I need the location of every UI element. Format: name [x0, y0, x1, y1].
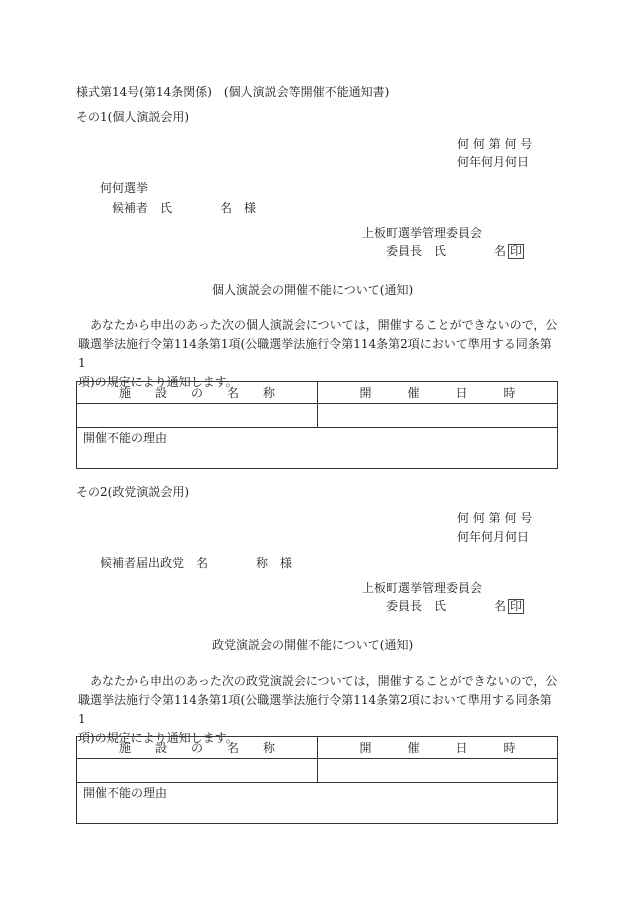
section-1-header-datetime: 開 催 日 時 — [318, 382, 558, 404]
section-1-datetime-cell — [318, 404, 558, 428]
section-2-date: 何年何月何日 — [457, 530, 530, 544]
section-2-heading: 政党演説会の開催不能について(通知) — [212, 638, 414, 652]
section-1-date: 何年何月何日 — [457, 155, 530, 169]
section-1-subtitle: その1(個人演説会用) — [76, 110, 189, 124]
section-2-addressee-party: 候補者届出政党 名 称 様 — [100, 556, 293, 570]
section-2-seal: 印 — [510, 599, 523, 613]
section-1-addressee-candidate: 候補者 氏 名 様 — [112, 201, 257, 215]
section-2-datetime-cell — [318, 759, 558, 783]
section-1-sender-org: 上板町選挙管理委員会 — [362, 226, 483, 240]
section-1-body-line-1: あなたから申出のあった次の個人演説会については，開催することができないので，公 — [90, 318, 558, 332]
section-2-facility-cell — [77, 759, 318, 783]
section-1-sender-name: 委員長 氏 名 — [386, 244, 507, 258]
section-2-header-datetime: 開 催 日 時 — [318, 737, 558, 759]
section-1-reason-cell — [77, 428, 558, 469]
section-1-table — [76, 381, 558, 469]
section-1-body-line-2: 職選挙法施行令第114条第1項(公職選挙法施行令第114条第2項において準用する同条第1 — [78, 337, 552, 370]
section-2-reason-cell — [77, 783, 558, 824]
section-1-facility-cell — [77, 404, 318, 428]
section-2-body-line-1: あなたから申出のあった次の政党演説会については，開催することができないので，公 — [90, 674, 558, 688]
section-2-sender-name: 委員長 氏 名 — [386, 599, 507, 613]
section-1-body-line-3: 項)の規定により通知します。 — [78, 375, 238, 389]
section-1-doc-number: 何 何 第 何 号 — [457, 137, 533, 151]
section-2-doc-number: 何 何 第 何 号 — [457, 511, 533, 525]
section-2-sender-org: 上板町選挙管理委員会 — [362, 581, 483, 595]
section-2-subtitle: その2(政党演説会用) — [76, 485, 189, 499]
section-2-table — [76, 736, 558, 824]
section-2-body-line-3: 項)の規定により通知します。 — [78, 731, 238, 745]
section-1-addressee-election: 何何選挙 — [100, 181, 149, 195]
section-1-header-facility: 施 設 の 名 称 — [77, 382, 318, 404]
section-2-header-facility: 施 設 の 名 称 — [77, 737, 318, 759]
section-1-sender — [386, 243, 524, 259]
section-2-reason-label: 開催不能の理由 — [83, 786, 168, 800]
form-title: 様式第14号(第14条関係) (個人演説会等開催不能通知書) — [76, 85, 390, 99]
section-1-heading: 個人演説会の開催不能について(通知) — [212, 283, 414, 297]
section-1-reason-label: 開催不能の理由 — [83, 431, 168, 445]
section-1-seal: 印 — [510, 244, 523, 258]
section-2-body-line-2: 職選挙法施行令第114条第1項(公職選挙法施行令第114条第2項において準用する同条第1 — [78, 693, 552, 726]
section-2-sender — [386, 598, 524, 614]
